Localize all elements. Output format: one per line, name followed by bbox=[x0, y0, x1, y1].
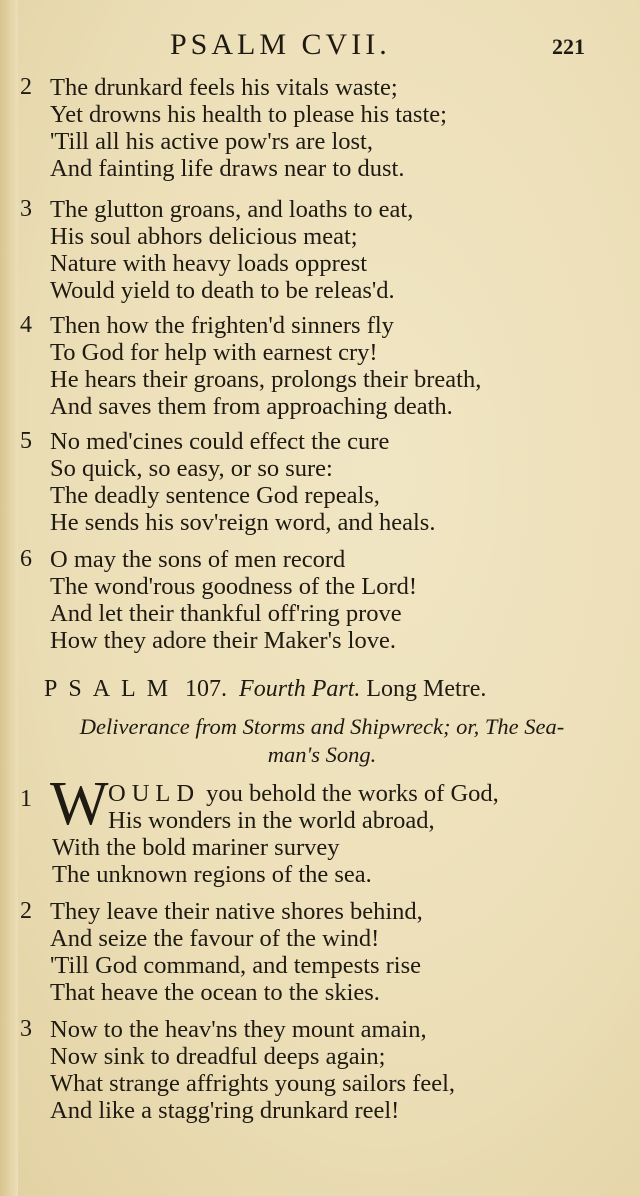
verse-line: Nature with heavy loads opprest bbox=[50, 250, 368, 277]
verse-line: And let their thankful off'ring prove bbox=[50, 600, 402, 627]
verse-line: And fainting life draws near to dust. bbox=[50, 155, 405, 182]
verse-number: 2 bbox=[20, 898, 32, 924]
verse-number: 5 bbox=[20, 428, 32, 454]
first-word-caps: OULD bbox=[108, 780, 201, 807]
psalm-label: PSALM bbox=[44, 676, 180, 702]
running-header bbox=[0, 28, 640, 68]
verse-line: That heave the ocean to the skies. bbox=[50, 979, 380, 1006]
verse-line: With the bold mariner survey bbox=[52, 834, 340, 861]
verse-line: No med'cines could effect the cure bbox=[50, 428, 390, 455]
verse-line: Yet drowns his health to please his taste; bbox=[50, 101, 447, 128]
verse-number: 1 bbox=[20, 786, 32, 812]
verse-number: 2 bbox=[20, 74, 32, 100]
verse-line: And saves them from approaching death. bbox=[50, 393, 453, 420]
page-number: 221 bbox=[552, 34, 585, 59]
verse-line: 'Till God command, and tempests rise bbox=[50, 952, 421, 979]
verse-line: His soul abhors delicious meat; bbox=[50, 223, 358, 250]
verse-line: They leave their native shores behind, bbox=[50, 898, 423, 925]
psalm-number: 107. bbox=[185, 676, 228, 702]
verse-line: What strange affrights young sailors feel, bbox=[50, 1070, 456, 1097]
verse-line: The unknown regions of the sea. bbox=[52, 861, 372, 888]
verse-line: To God for help with earnest cry! bbox=[50, 339, 378, 366]
verse-line: He hears their groans, prolongs their breath, bbox=[50, 366, 482, 393]
verse-line: The glutton groans, and loaths to eat, bbox=[50, 196, 414, 223]
section-subtitle-line-1: Deliverance from Storms and Shipwreck; or, The Sea- bbox=[79, 714, 565, 739]
verse-line: you behold the works of God, bbox=[200, 780, 499, 807]
verse-line: Then how the frighten'd sinners fly bbox=[50, 312, 394, 339]
verse-number: 4 bbox=[20, 312, 32, 338]
verse-line: Now sink to dreadful deeps again; bbox=[50, 1043, 386, 1070]
metre-label: Long Metre. bbox=[366, 676, 487, 702]
verse-line: So quick, so easy, or so sure: bbox=[50, 455, 333, 482]
running-title: PSALM CVII. bbox=[170, 28, 391, 61]
verse-line: O may the sons of men record bbox=[50, 546, 346, 573]
verse-line: 'Till all his active pow'rs are lost, bbox=[50, 128, 373, 155]
page-edge bbox=[0, 0, 18, 1196]
verse-line: Would yield to death to be releas'd. bbox=[50, 277, 395, 304]
verse-line: The wond'rous goodness of the Lord! bbox=[50, 573, 418, 600]
section-subtitle-line-2: man's Song. bbox=[267, 742, 377, 767]
verse-line: How they adore their Maker's love. bbox=[50, 627, 396, 654]
drop-cap: W bbox=[50, 770, 109, 838]
part-label: Fourth Part. bbox=[239, 676, 361, 702]
verse-number: 6 bbox=[20, 546, 32, 572]
verse-number: 3 bbox=[20, 196, 32, 222]
verse-line: He sends his sov'reign word, and heals. bbox=[50, 509, 436, 536]
section-heading bbox=[44, 676, 486, 703]
verse-line: His wonders in the world abroad, bbox=[108, 807, 435, 834]
verse-line: And like a stagg'ring drunkard reel! bbox=[50, 1097, 400, 1124]
verse-line: The deadly sentence God repeals, bbox=[50, 482, 380, 509]
verse-line: Now to the heav'ns they mount amain, bbox=[50, 1016, 427, 1043]
verse-line: And seize the favour of the wind! bbox=[50, 925, 380, 952]
verse-number: 3 bbox=[20, 1016, 32, 1042]
verse-line: The drunkard feels his vitals waste; bbox=[50, 74, 398, 101]
